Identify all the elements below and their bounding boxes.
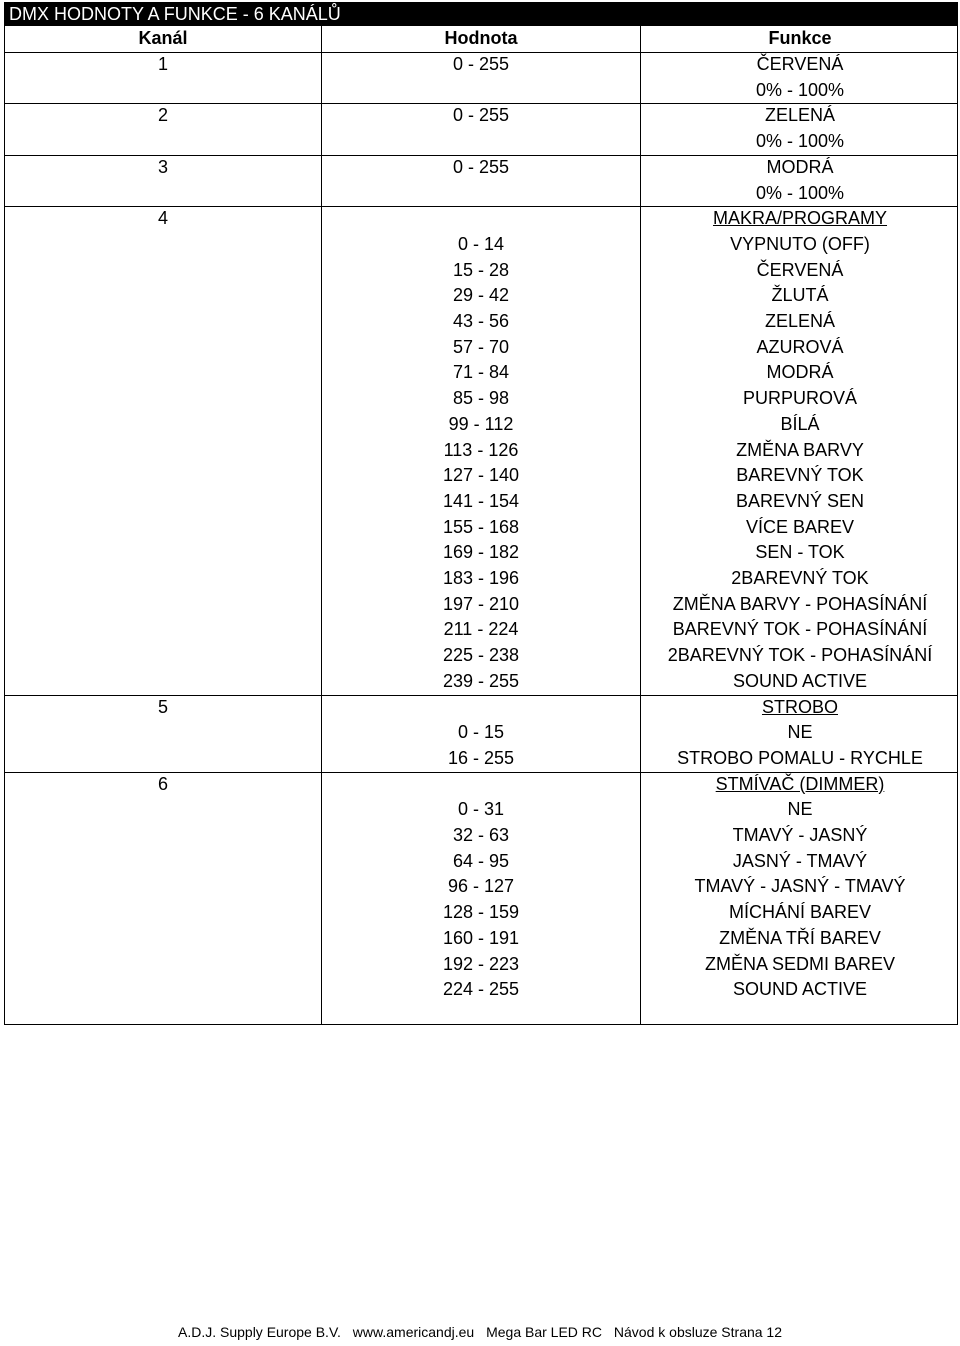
table-row <box>5 566 957 592</box>
footer-doc: Návod k obsluze Strana 12 <box>613 1324 783 1340</box>
value-cell: 197 - 210 <box>442 593 520 614</box>
table-row <box>5 592 957 618</box>
value-cell: 71 - 84 <box>452 362 510 383</box>
function-cell: 0% - 100% <box>755 131 845 152</box>
channel-cell <box>5 309 321 335</box>
function-cell: ZMĚNA BARVY - POHASÍNÁNÍ <box>672 593 928 614</box>
table-row <box>5 874 957 900</box>
table-row <box>5 386 957 412</box>
row-divider <box>5 103 957 104</box>
function-cell: ČERVENÁ <box>756 259 844 280</box>
value-cell: 85 - 98 <box>452 388 510 409</box>
channel-cell <box>5 900 321 926</box>
channel-cell <box>5 977 321 1003</box>
function-cell: JASNÝ - TMAVÝ <box>732 850 868 871</box>
function-cell: TMAVÝ - JASNÝ - TMAVÝ <box>694 876 906 897</box>
value-cell: 16 - 255 <box>447 747 515 768</box>
value-cell: 0 - 255 <box>452 105 510 126</box>
channel-cell <box>5 874 321 900</box>
function-cell: 0% - 100% <box>755 182 845 203</box>
channel-cell: 1 <box>157 54 168 74</box>
row-divider <box>5 206 957 207</box>
table-row <box>5 746 957 772</box>
footer-company: A.D.J. Supply Europe B.V. <box>177 1324 341 1340</box>
table-row <box>5 952 957 978</box>
function-cell: ZELENÁ <box>764 105 836 126</box>
value-cell: 211 - 224 <box>443 619 519 640</box>
table-row <box>5 926 957 952</box>
value-cell <box>322 129 640 155</box>
channel-cell <box>5 643 321 669</box>
channel-cell <box>5 823 321 849</box>
channel-cell: 5 <box>157 696 168 717</box>
dmx-table <box>4 25 958 1025</box>
function-cell: BAREVNÝ TOK - POHASÍNÁNÍ <box>672 619 928 640</box>
header-channel: Kanál <box>138 28 188 48</box>
table-row <box>5 438 957 464</box>
table-row <box>5 797 957 823</box>
table-row <box>5 823 957 849</box>
table-row <box>5 412 957 438</box>
table-row <box>5 129 957 155</box>
value-cell: 169 - 182 <box>442 542 520 563</box>
channel-cell <box>5 463 321 489</box>
function-cell: 2BAREVNÝ TOK - POHASÍNÁNÍ <box>667 645 933 666</box>
value-cell: 29 - 42 <box>452 285 510 306</box>
value-cell: 32 - 63 <box>452 825 510 845</box>
table-row <box>5 540 957 566</box>
value-cell <box>322 695 640 721</box>
channel-cell <box>5 849 321 875</box>
channel-cell: 6 <box>157 773 168 794</box>
channel-cell <box>5 566 321 592</box>
channel-cell <box>5 926 321 952</box>
function-cell: ZELENÁ <box>764 311 836 331</box>
value-cell: 0 - 14 <box>457 233 505 254</box>
function-cell: PURPUROVÁ <box>742 388 858 409</box>
document-title: DMX HODNOTY A FUNKCE - 6 KANÁLŮ <box>4 2 958 26</box>
value-cell: 128 - 159 <box>442 902 520 923</box>
value-cell: 99 - 112 <box>448 413 514 434</box>
function-cell: NE <box>787 722 813 743</box>
value-cell: 15 - 28 <box>452 259 510 280</box>
table-row <box>5 232 957 258</box>
value-cell: 183 - 196 <box>442 568 520 588</box>
value-cell <box>322 206 640 232</box>
channel-cell <box>5 540 321 566</box>
header-function: Funkce <box>768 28 832 48</box>
table-header-row <box>5 26 957 52</box>
table-row <box>5 669 957 695</box>
value-cell: 64 - 95 <box>452 850 510 871</box>
table-row <box>5 103 957 129</box>
channel-cell <box>5 952 321 978</box>
table-row <box>5 900 957 926</box>
function-cell: ZMĚNA SEDMI BAREV <box>704 953 896 974</box>
function-cell: BÍLÁ <box>780 413 820 434</box>
table-row <box>5 52 957 78</box>
function-cell: SOUND ACTIVE <box>732 979 868 1000</box>
table-row <box>5 463 957 489</box>
value-cell <box>322 181 640 207</box>
function-cell: STMÍVAČ (DIMMER) <box>715 773 885 794</box>
channel-cell <box>5 335 321 361</box>
channel-cell <box>5 489 321 515</box>
function-cell: STROBO POMALU - RYCHLE <box>677 747 923 768</box>
value-cell <box>322 772 640 798</box>
value-cell: 127 - 140 <box>442 465 520 486</box>
table-row <box>5 720 957 746</box>
footer-product: Mega Bar LED RC <box>486 1324 603 1340</box>
table-row <box>5 617 957 643</box>
channel-cell <box>5 746 321 772</box>
table-row <box>5 309 957 335</box>
function-cell: TMAVÝ - JASNÝ <box>732 825 868 845</box>
value-cell <box>322 78 640 104</box>
table-row <box>5 335 957 361</box>
value-cell: 0 - 31 <box>457 799 505 820</box>
channel-cell: 4 <box>157 208 168 229</box>
row-divider <box>5 155 957 156</box>
table-row <box>5 695 957 721</box>
function-cell: MODRÁ <box>766 362 834 383</box>
channel-cell <box>5 797 321 823</box>
function-cell: SOUND ACTIVE <box>732 670 868 691</box>
function-cell: BAREVNÝ TOK <box>736 465 864 486</box>
value-cell: 141 - 154 <box>442 490 520 511</box>
channel-cell <box>5 515 321 541</box>
channel-cell <box>5 412 321 438</box>
value-cell: 225 - 238 <box>442 645 520 666</box>
value-cell: 113 - 126 <box>443 439 519 460</box>
channel-cell <box>5 720 321 746</box>
channel-cell <box>5 181 321 207</box>
value-cell: 0 - 15 <box>457 722 505 743</box>
table-row <box>5 360 957 386</box>
function-cell: NE <box>787 799 813 820</box>
value-cell: 192 - 223 <box>442 953 520 974</box>
channel-cell <box>5 360 321 386</box>
function-cell: 0% - 100% <box>755 79 845 100</box>
channel-cell <box>5 592 321 618</box>
table-row <box>5 258 957 284</box>
channel-cell <box>5 232 321 258</box>
function-cell: STROBO <box>761 696 838 717</box>
row-divider <box>5 772 957 773</box>
row-divider <box>5 695 957 696</box>
channel-cell <box>5 283 321 309</box>
value-cell: 224 - 255 <box>442 979 520 1000</box>
table-row <box>5 181 957 207</box>
function-cell: AZUROVÁ <box>756 336 844 357</box>
table-row <box>5 78 957 104</box>
header-value: Hodnota <box>444 28 518 48</box>
page-footer <box>0 1324 960 1340</box>
channel-cell <box>5 386 321 412</box>
function-cell: MÍCHÁNÍ BAREV <box>728 902 872 923</box>
channel-cell <box>5 78 321 104</box>
table-row <box>5 772 957 798</box>
channel-cell <box>5 129 321 155</box>
value-cell: 0 - 255 <box>452 54 510 74</box>
channel-cell <box>5 669 321 695</box>
value-cell: 160 - 191 <box>442 927 520 948</box>
value-cell: 155 - 168 <box>442 516 520 537</box>
function-cell: ZMĚNA BARVY <box>736 439 864 460</box>
table-row <box>5 515 957 541</box>
function-cell: VYPNUTO (OFF) <box>730 233 870 254</box>
function-cell: 2BAREVNÝ TOK <box>731 568 869 588</box>
table-row <box>5 977 957 1003</box>
function-cell: MODRÁ <box>766 156 834 177</box>
channel-cell: 3 <box>157 156 168 177</box>
value-cell: 239 - 255 <box>442 670 520 691</box>
function-cell: ŽLUTÁ <box>771 285 829 306</box>
function-cell: ZMĚNA TŘÍ BAREV <box>719 927 881 948</box>
value-cell: 96 - 127 <box>447 876 515 897</box>
table-row <box>5 489 957 515</box>
function-cell: VÍCE BAREV <box>745 516 855 537</box>
table-row <box>5 155 957 181</box>
function-cell: MAKRA/PROGRAMY <box>712 208 888 229</box>
channel-cell: 2 <box>157 105 168 126</box>
table-row <box>5 643 957 669</box>
channel-cell <box>5 438 321 464</box>
function-cell: SEN - TOK <box>755 542 845 563</box>
channel-cell <box>5 617 321 643</box>
value-cell: 43 - 56 <box>452 311 510 331</box>
table-row <box>5 283 957 309</box>
footer-website: www.americandj.eu <box>352 1324 475 1340</box>
function-cell: BAREVNÝ SEN <box>735 490 865 511</box>
table-row <box>5 206 957 232</box>
channel-cell <box>5 258 321 284</box>
function-cell: ČERVENÁ <box>756 54 844 74</box>
value-cell: 57 - 70 <box>452 336 510 357</box>
table-row <box>5 849 957 875</box>
value-cell: 0 - 255 <box>452 156 510 177</box>
